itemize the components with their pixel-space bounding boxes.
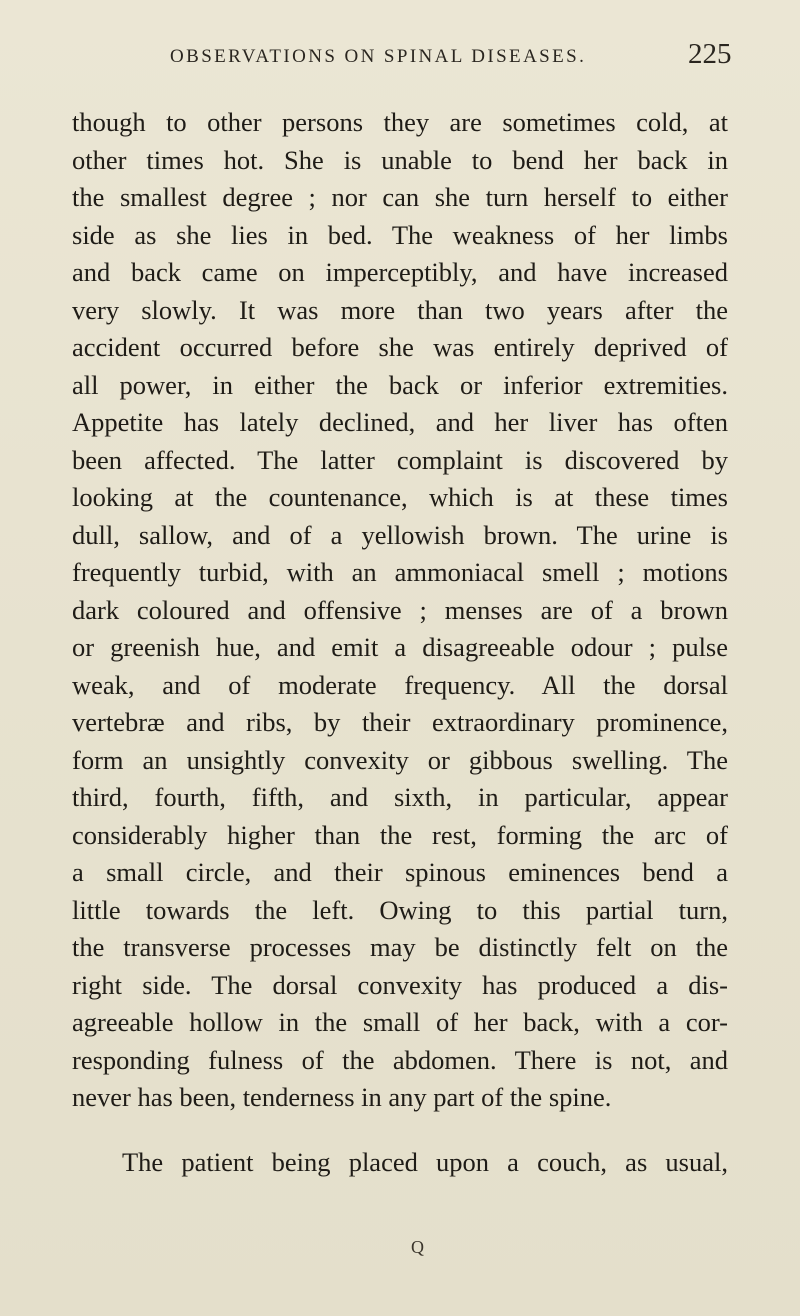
text-line: little towards the left. Owing to this partial turn, (72, 894, 728, 925)
text-line: accident occurred before she was entirely deprived of (72, 332, 728, 362)
text-line: third, fourth, fifth, and sixth, in particular, appear (72, 782, 728, 812)
paragraph-1 (72, 104, 728, 1117)
text-line: right side. The dorsal convexity has produced a dis- (72, 969, 728, 1000)
page-number: 225 (688, 38, 732, 70)
text-line: all power, in either the back or inferior extremities. (72, 369, 728, 400)
text-line: never has been, tenderness in any part of the spine. (72, 1082, 612, 1112)
text-line: very slowly. It was more than two years after the (72, 294, 728, 325)
text-line: frequently turbid, with an ammoniacal smell ; motions (72, 557, 728, 587)
text-line: though to other persons they are sometimes cold, at (72, 107, 728, 137)
text-line: form an unsightly convexity or gibbous swelling. The (72, 744, 728, 775)
text-line: looking at the countenance, which is at these times (72, 482, 728, 512)
paragraph-2 (122, 1144, 728, 1182)
text-line: and back came on imperceptibly, and have increased (72, 257, 728, 287)
text-line: the smallest degree ; nor can she turn herself to either (72, 182, 728, 212)
text-line: considerably higher than the rest, forming the arc of (72, 819, 728, 850)
running-head: OBSERVATIONS ON SPINAL DISEASES. (170, 46, 587, 67)
text-line: been affected. The latter complaint is discovered by (72, 444, 728, 475)
text-line: other times hot. She is unable to bend her back in (72, 144, 728, 175)
text-line: vertebræ and ribs, by their extraordinary prominence, (72, 707, 728, 737)
signature-mark: Q (411, 1237, 424, 1257)
text-line: responding fulness of the abdomen. There is not, and (72, 1044, 728, 1075)
text-line: Appetite has lately declined, and her liver has often (72, 407, 728, 437)
text-line: The patient being placed upon a couch, as usual, (122, 1147, 728, 1177)
text-line: weak, and of moderate frequency. All the dorsal (72, 669, 728, 700)
text-line: dark coloured and offensive ; menses are of a brown (72, 594, 728, 625)
text-line: agreeable hollow in the small of her back, with a cor- (72, 1007, 728, 1037)
text-line: a small circle, and their spinous eminences bend a (72, 857, 728, 887)
text-line: side as she lies in bed. The weakness of her limbs (72, 219, 728, 250)
text-line: dull, sallow, and of a yellowish brown. The urine is (72, 519, 728, 550)
text-line: or greenish hue, and emit a disagreeable odour ; pulse (72, 632, 728, 662)
text-line: the transverse processes may be distinctly felt on the (72, 932, 728, 962)
